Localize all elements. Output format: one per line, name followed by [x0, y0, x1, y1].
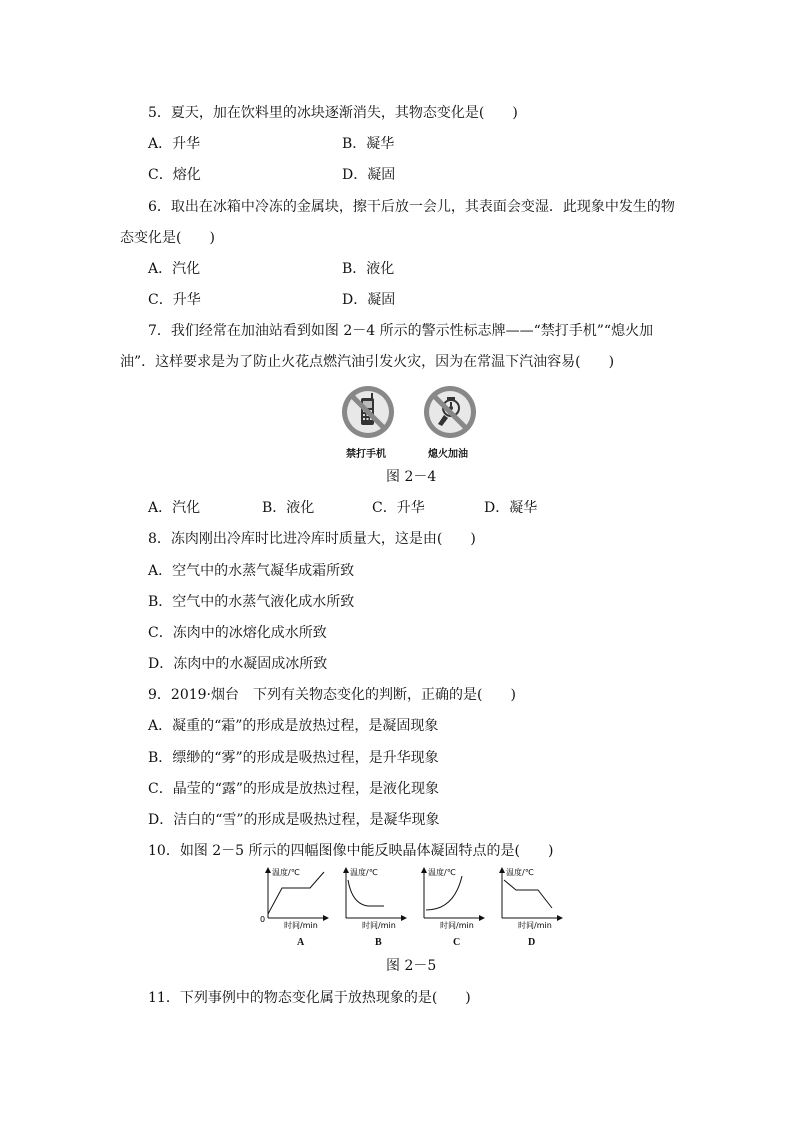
q8-stem: 8．冻肉刚出冷库时比进冷库时质量大，这是由( ): [148, 531, 476, 547]
q9-option-d: D．洁白的“雪”的形成是吸热过程，是凝华现象: [148, 812, 440, 828]
figure-2-5-caption: 图 2－5: [386, 958, 437, 974]
graph-a-origin: 0: [260, 915, 266, 924]
engine-off-sign-icon: [422, 384, 478, 440]
q9-option-a: A．凝重的“霜”的形成是放热过程，是凝固现象: [148, 718, 439, 734]
q9-option-c: C．晶莹的“露”的形成是放热过程，是液化现象: [148, 781, 440, 797]
q7-option-d: D．凝华: [484, 500, 538, 516]
graph-d: [502, 867, 562, 930]
q6-option-a: A．汽化: [148, 261, 201, 277]
q10-stem: 10．如图 2－5 所示的四幅图像中能反映晶体凝固特点的是( ): [148, 843, 554, 859]
q9-option-b: B．缥缈的“雾”的形成是吸热过程，是升华现象: [148, 750, 439, 766]
graph-b-label: B: [375, 937, 382, 948]
figure-2-5-graphs: [258, 864, 568, 950]
q7-option-b: B．液化: [262, 500, 315, 516]
sign-no-phone-label: 禁打手机: [346, 449, 386, 460]
q8-option-c: C．冻肉中的冰熔化成水所致: [148, 625, 327, 641]
q5-option-d: D．凝固: [342, 167, 396, 183]
q8-option-a: A．空气中的水蒸气凝华成霜所致: [148, 563, 355, 579]
no-phone-sign-icon: [340, 384, 396, 440]
graph-a-xlabel: 时间/min: [284, 921, 318, 930]
graph-c-xlabel: 时间/min: [440, 921, 474, 930]
q8-option-d: D．冻肉中的水凝固成冰所致: [148, 656, 328, 672]
q6-option-b: B．液化: [342, 261, 395, 277]
q11-stem: 11．下列事例中的物态变化属于放热现象的是( ): [148, 990, 471, 1006]
graph-d-ylabel: 温度/℃: [506, 868, 534, 877]
q6-option-d: D．凝固: [342, 292, 396, 308]
graph-b-xlabel: 时间/min: [362, 921, 396, 930]
sign-engine-off-label: 熄火加油: [428, 449, 468, 460]
graph-b: [346, 867, 406, 930]
graph-b-ylabel: 温度/℃: [350, 868, 378, 877]
q7-stem-line2: 油”．这样要求是为了防止火花点燃汽油引发火灾，因为在常温下汽油容易( ): [120, 354, 615, 370]
figure-2-4-caption: 图 2－4: [386, 469, 437, 485]
q5-option-c: C．熔化: [148, 167, 201, 183]
q9-stem: 9．2019·烟台 下列有关物态变化的判断，正确的是( ): [148, 687, 516, 703]
graph-a-label: A: [297, 937, 305, 948]
graph-a-ylabel: 温度/℃: [272, 868, 300, 877]
q6-stem-line1: 6．取出在冰箱中冷冻的金属块，擦干后放一会儿，其表面会变湿．此现象中发生的物: [148, 199, 675, 215]
graph-c-label: C: [453, 937, 461, 948]
q5-stem: 5．夏天，加在饮料里的冰块逐渐消失，其物态变化是( ): [148, 105, 518, 121]
graph-c: [424, 867, 484, 930]
q8-option-b: B．空气中的水蒸气液化成水所致: [148, 594, 355, 610]
q5-option-a: A．升华: [148, 136, 201, 152]
q6-option-c: C．升华: [148, 292, 201, 308]
q7-option-a: A．汽化: [148, 500, 201, 516]
q7-option-c: C．升华: [372, 500, 425, 516]
q6-stem-line2: 态变化是( ): [120, 230, 215, 246]
q7-stem-line1: 7．我们经常在加油站看到如图 2－4 所示的警示性标志牌——“禁打手机”“熄火加: [148, 323, 654, 339]
graph-d-xlabel: 时间/min: [518, 921, 552, 930]
graph-c-ylabel: 温度/℃: [428, 868, 456, 877]
graph-d-label: D: [528, 937, 536, 948]
graph-a: [260, 867, 328, 930]
q5-option-b: B．凝华: [342, 136, 395, 152]
